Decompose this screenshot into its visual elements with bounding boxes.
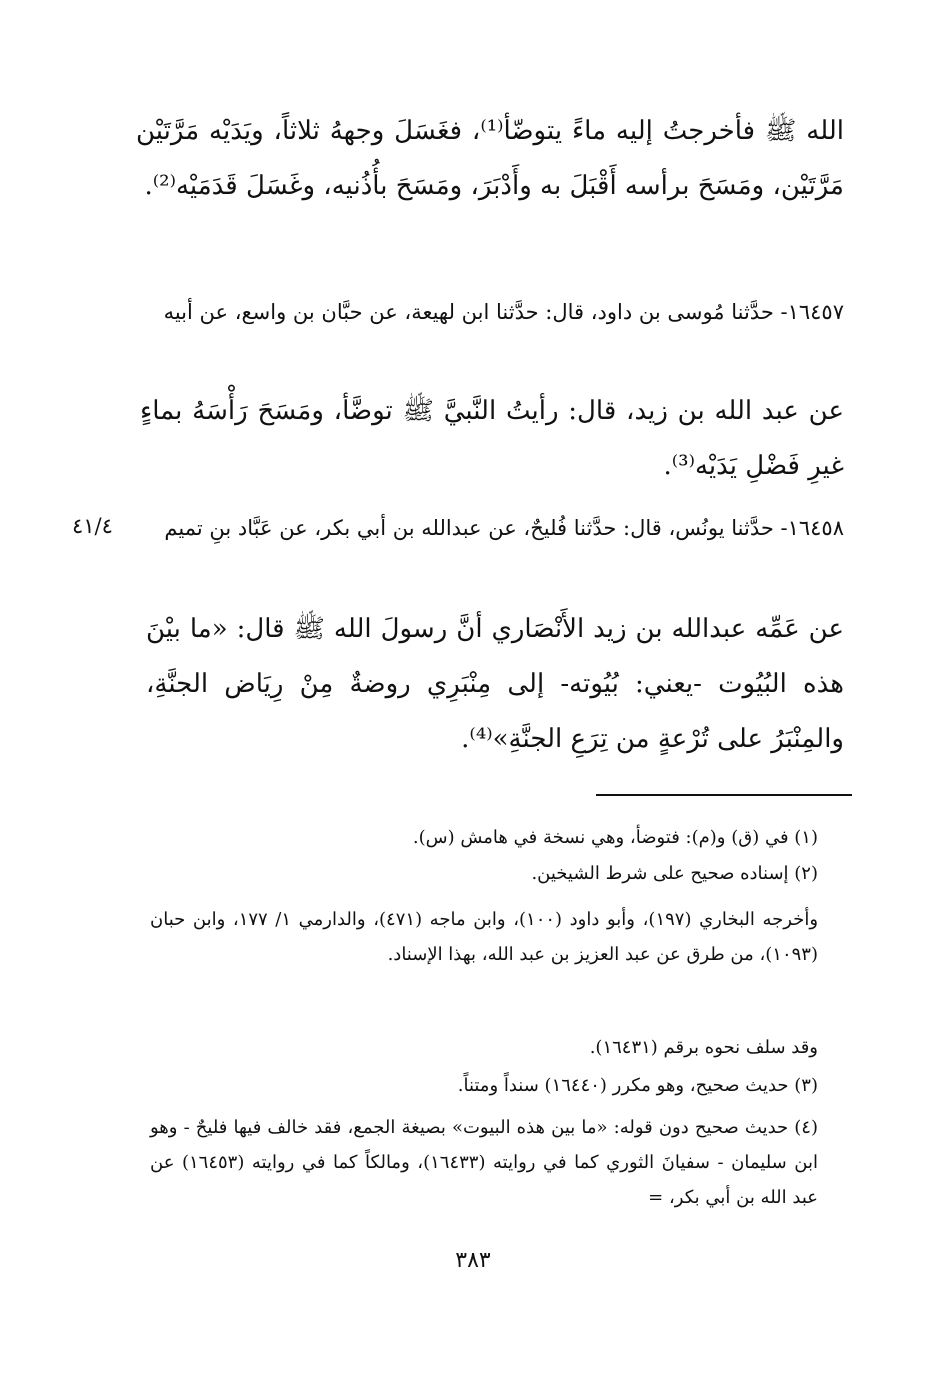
isnad-16458: ١٦٤٥٨- حدَّثنا يونُس، قال: حدَّثنا فُليحٌ، عن عبدالله بن أبي بكر، عن عَبَّاد بنِ تميم xyxy=(164,516,844,540)
isnad-16457: ١٦٤٥٧- حدَّثنا مُوسى بن داود، قال: حدَّثنا ابن لهيعة، عن حبَّان بن واسع، عن أبيه xyxy=(163,300,844,324)
hadith-text-16458: عن عَمِّه عبدالله بن زيد الأَنْصَاري أنَّ رسولَ الله ﷺ قال: «ما بيْنَ هذه البُيُوت -يعني: بُيُوته- إلى مِنْبَرِي روضةٌ مِنْ رِيَاض الجنَّةِ، والمِنْبَرُ على تُرْعةٍ من تِرَعِ الجنَّةِ»⁽⁴⁾. xyxy=(146,614,844,754)
footnote-1: (١) في (ق) و(م): فتوضأ، وهي نسخة في هامش (س). xyxy=(412,827,818,848)
footnote-4: (٤) حديث صحيح دون قوله: «ما بين هذه البيوت» بصيغة الجمع، فقد خالف فيها فليحٌ - وهو ابن سليمان - سفيانَ الثوري كما في روايته (١٦٤٣٣)، ومالكاً كما في روايته (١٦٤٥٣) عن عبد الله بن أبي بكر، = xyxy=(150,1117,818,1208)
hadith-text-continued: الله ﷺ فأخرجتُ إليه ماءً يتوضّأ⁽¹⁾، فغَسَلَ وجههُ ثلاثاً، ويَدَيْه مَرَّتَيْن مَرَّتَيْن، ومَسَحَ برأسه أَقْبَلَ به وأَدْبَرَ، ومَسَحَ بأُذُنيه، وغَسَلَ قَدَمَيْه⁽²⁾. xyxy=(136,116,844,201)
footnote-2-takhrij: وأخرجه البخاري (١٩٧)، وأبو داود (١٠٠)، وابن ماجه (٤٧١)، والدارمي ١/ ١٧٧، وابن حبان (١٠٩٣)، من طرق عن عبد العزيز بن عبد الله، بهذا الإسناد. xyxy=(150,909,819,965)
footnote-2: (٢) إسناده صحيح على شرط الشيخين. xyxy=(531,863,818,884)
hadith-text-16457: عن عبد الله بن زيد، قال: رأيتُ النَّبيَّ ﷺ توضَّأ، ومَسَحَ رَأْسَهُ بماءٍ غيرِ فَضْلِ يَدَيْه⁽³⁾. xyxy=(140,396,844,481)
footnote-2-cross-ref: وقد سلف نحوه برقم (١٦٤٣١). xyxy=(589,1037,818,1058)
footnote-separator xyxy=(596,794,852,796)
page-number: ٣٨٣ xyxy=(455,1248,491,1273)
margin-reference: ٤١/٤ xyxy=(72,514,113,538)
footnote-3: (٣) حديث صحيح، وهو مكرر (١٦٤٤٠) سنداً ومتناً. xyxy=(457,1075,818,1096)
